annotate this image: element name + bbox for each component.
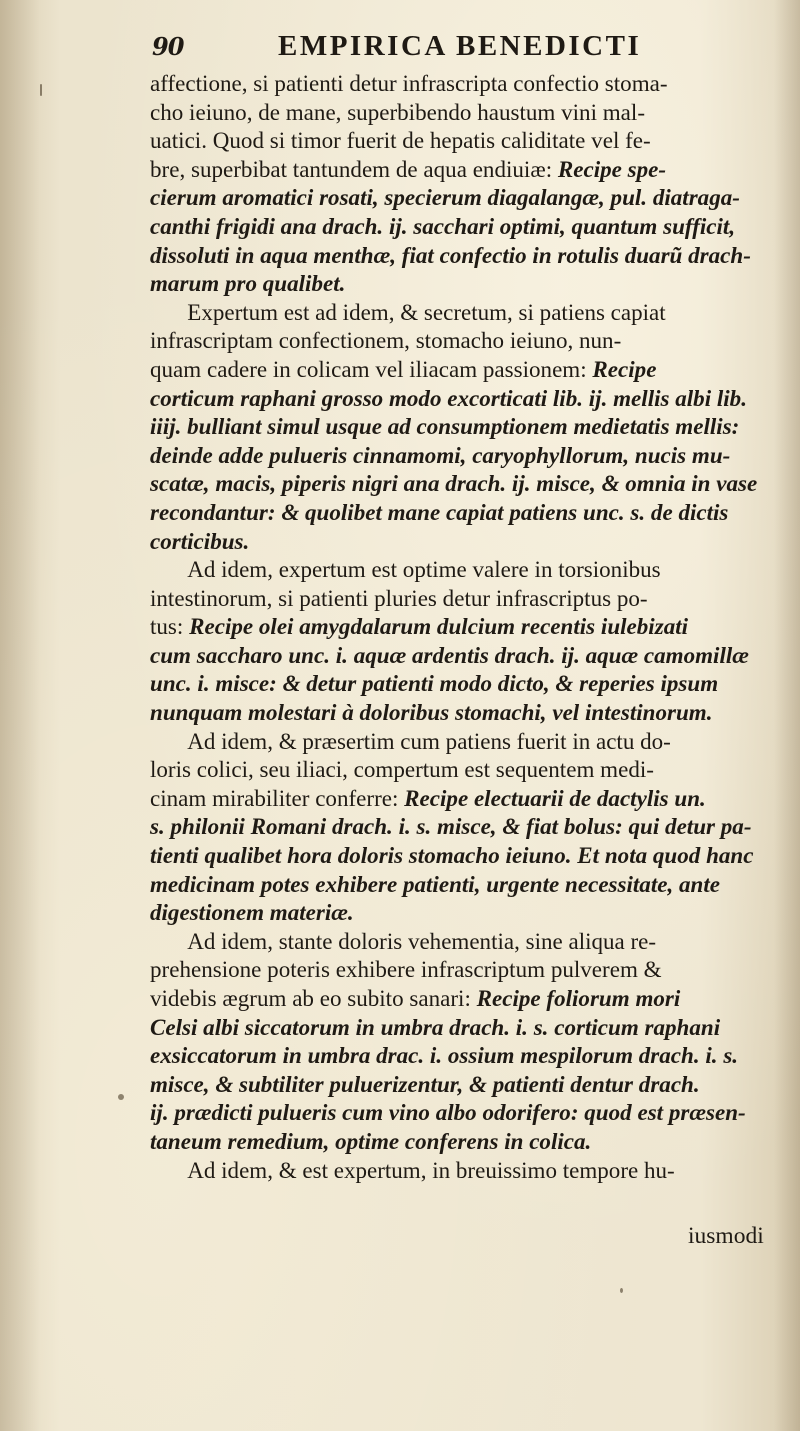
italic-recipe-text: iiij. bulliant simul usque ad consumptionem medietatis mellis:: [150, 414, 740, 441]
text-line: [150, 413, 778, 442]
roman-text: Ad idem, & est expertum, in breuissimo tempore hu-: [187, 1157, 675, 1184]
text-line: [150, 813, 778, 842]
roman-text: Ad idem, expertum est optime valere in torsionibus: [187, 557, 661, 584]
italic-recipe-text: medicinam potes exhibere patienti, urgente necessitate, ante: [150, 871, 721, 898]
roman-text: uatici. Quod si timor fuerit de hepatis caliditate vel fe-: [150, 128, 651, 155]
text-line: [150, 670, 778, 699]
italic-recipe-text: Recipe foliorum mori: [476, 986, 681, 1012]
catchword: iusmodi: [688, 1223, 764, 1249]
italic-recipe-text: corticum raphani grosso modo excorticati lib. ij. mellis albi lib.: [150, 385, 747, 412]
roman-text: videbis ægrum ab eo subito sanari:: [150, 986, 477, 1012]
text-line: [150, 871, 778, 900]
paper-speck: [620, 1288, 623, 1293]
text-line: [150, 127, 778, 156]
italic-recipe-text: deinde adde pulueris cinnamomi, caryophyllorum, nucis mu-: [150, 442, 731, 469]
italic-recipe-text: Recipe: [592, 356, 657, 383]
roman-text: cinam mirabiliter conferre:: [150, 785, 405, 812]
text-line: [150, 156, 778, 185]
text-line: [150, 613, 778, 642]
italic-recipe-text: nunquam molestari à doloribus stomachi, vel intestinorum.: [150, 700, 713, 727]
text-line: [150, 270, 778, 299]
text-line: [150, 442, 778, 471]
roman-text: quam cadere in colicam vel iliacam passionem:: [150, 356, 593, 383]
text-line: [150, 756, 778, 785]
italic-recipe-text: recondantur: & quolibet mane capiat patiens unc. s. de dictis: [150, 499, 729, 526]
running-head: EMPIRICA BENEDICTI: [278, 30, 642, 62]
text-line: [150, 728, 777, 757]
italic-recipe-text: ij. prædicti pulueris cum vino albo odorifero: quod est præsen-: [150, 1100, 746, 1127]
page-header: [152, 30, 712, 66]
text-line: [150, 1157, 777, 1186]
text-line: [150, 585, 778, 614]
roman-text: tus:: [150, 614, 190, 641]
italic-recipe-text: misce, & subtiliter puluerizentur, & patienti dentur drach.: [150, 1071, 700, 1098]
text-line: [150, 642, 778, 671]
text-line: [150, 528, 778, 557]
text-line: [150, 899, 778, 928]
text-line: [150, 1071, 778, 1100]
text-line: [150, 1014, 778, 1043]
text-line: [150, 213, 778, 242]
roman-text: cho ieiuno, de mane, superbibendo haustum vini mal-: [150, 99, 646, 126]
text-line: [150, 842, 778, 871]
gutter-shadow: [0, 0, 40, 1431]
text-line: [150, 1099, 778, 1128]
paper-speck: [118, 1094, 124, 1100]
text-line: [150, 99, 778, 128]
text-line: [150, 242, 778, 271]
text-line: [150, 985, 778, 1014]
roman-text: intestinorum, si patienti pluries detur infrascriptus po-: [150, 585, 648, 612]
roman-text: Ad idem, stante doloris vehementia, sine aliqua re-: [187, 928, 657, 955]
roman-text: prehensione poteris exhibere infrascriptum pulverem &: [150, 957, 662, 984]
roman-text: Ad idem, & præsertim cum patiens fuerit in actu do-: [187, 728, 671, 755]
text-line: [150, 184, 778, 213]
text-line: [150, 1128, 778, 1157]
italic-recipe-text: cierum aromatici rosati, specierum diagalangæ, pul. diatraga-: [150, 185, 740, 212]
body-text: [150, 70, 790, 1185]
italic-recipe-text: corticibus.: [150, 528, 250, 555]
italic-recipe-text: Recipe electuarii de dactylis un.: [404, 785, 706, 812]
text-line: [150, 785, 778, 814]
paper-speck: [40, 84, 42, 96]
roman-text: infrascriptam confectionem, stomacho ieiuno, nun-: [150, 328, 622, 355]
italic-recipe-text: Celsi albi siccatorum in umbra drach. i. s. corticum raphani: [150, 1014, 721, 1041]
text-line: [150, 928, 777, 957]
roman-text: Expertum est ad idem, & secretum, si patiens capiat: [187, 299, 666, 326]
italic-recipe-text: s. philonii Romani drach. i. s. misce, & fiat bolus: qui detur pa-: [150, 814, 752, 841]
text-line: [150, 1042, 778, 1071]
italic-recipe-text: dissoluti in aqua menthæ, fiat confectio in rotulis duarũ drach-: [150, 242, 751, 269]
text-line: [150, 499, 778, 528]
roman-text: bre, superbibat tantundem de aqua endiuiæ:: [150, 156, 558, 183]
italic-recipe-text: digestionem materiæ.: [150, 900, 354, 927]
text-line: [150, 556, 777, 585]
italic-recipe-text: tienti qualibet hora doloris stomacho ieiuno. Et nota quod hanc: [150, 843, 754, 870]
text-line: [150, 956, 778, 985]
italic-recipe-text: scatæ, macis, piperis nigri ana drach. ij. misce, & omnia in vase: [150, 471, 758, 498]
text-line: [150, 299, 777, 328]
italic-recipe-text: cum saccharo unc. i. aquæ ardentis drach. ij. aquæ camomillæ: [150, 642, 749, 669]
italic-recipe-text: Recipe olei amygdalarum dulcium recentis iulebizati: [189, 614, 689, 641]
roman-text: loris colici, seu iliaci, compertum est sequentem medi-: [150, 757, 654, 784]
text-line: [150, 699, 778, 728]
text-line: [150, 327, 778, 356]
italic-recipe-text: marum pro qualibet.: [150, 271, 346, 298]
text-line: [150, 470, 778, 499]
roman-text: affectione, si patienti detur infrascripta confectio stoma-: [150, 71, 668, 97]
italic-recipe-text: taneum remedium, optime conferens in colica.: [150, 1128, 592, 1155]
text-line: [150, 385, 778, 414]
page-number: 90: [152, 32, 184, 61]
italic-recipe-text: canthi frigidi ana drach. ij. sacchari optimi, quantum sufficit,: [150, 213, 736, 240]
text-line: [150, 356, 778, 385]
italic-recipe-text: Recipe spe-: [557, 156, 667, 183]
text-line: [150, 70, 778, 99]
italic-recipe-text: exsiccatorum in umbra drac. i. ossium mespilorum drach. i. s.: [150, 1043, 739, 1070]
italic-recipe-text: unc. i. misce: & detur patienti modo dicto, & reperies ipsum: [150, 671, 719, 698]
